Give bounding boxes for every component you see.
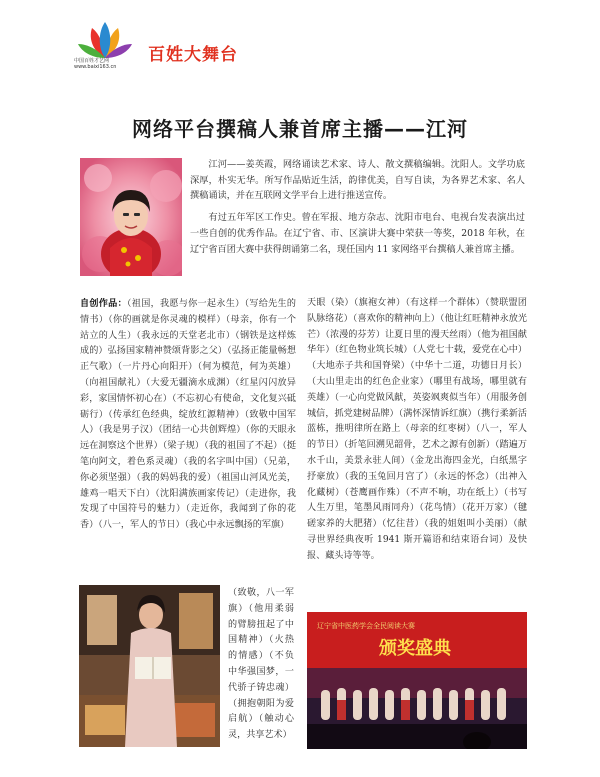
works-column-left (80, 296, 296, 534)
works-label: 自创作品： (80, 298, 127, 309)
logo-caption (74, 58, 144, 70)
works-column-left-narrow (228, 586, 294, 744)
intro-text (190, 157, 525, 263)
brand-title: 百姓大舞台 (148, 45, 238, 65)
works-right-text: 天眼（染）（旗袍女神）（有这样一个群体）（赞联盟团队脉络花）（喜欢你的精神向上）（他让红旺精神永放光芒）（浓漫的芬芳）让夏日里的漫天丝雨）（他为祖国献华年）（红色物业筑长城）（人党七十载，爱党在心中）（大地赤子共和国脊梁）（中华十二道，功德日月长）（大山里走出的红色企业家）（哪里有战场，哪里就有英雄）（一心向党做风献，英姿飒爽似当年）（用服务创城信，抓党建树品牌）（满怀深情诉红旗）（携行柔新活蓝栋，推明律所在路上（母亲的红枣树）（八一，军人的节日）（折笔回溯见韶骨，艺术之源有创新）（踏遍万水千山，美景永驻人间）（金龙出海四金光，白纸黑字抒豪放）（我的玉兔回月宫了）（永远的怀念）（出神入化藏树）（苍鹰画作殊）（不声不响，功在纸上）（书写人生万里，笔墨风雨同舟）（花鸟情）（花开万家）（毽磋家养的大肥猪）（忆往昔）（我的姐姐叫小美丽）（献寻世界经典夜听 1941 斯开篇语和结束语台词）及快报、藏头诗等等。 (307, 298, 527, 561)
intro-paragraph-1: 江河——姜英霞，网络诵读艺术家、诗人、散文撰稿编辑。沈阳人。文学功底深厚，朴实无华。所写作品贴近生活，韵律优美，自写自读，为各界艺术家、名人撰稿诵读，并在互联网文学平台上进行推送宣传。 (190, 159, 525, 202)
works-left-text: （祖国，我愿与你一起永生）（写给先生的情书）（你的画就是你灵魂的模样）（母亲，你有一个站立的人生）（我永远的天堂老北市）（钢铁是这样炼成的）弘扬国家精神赞颂背影之父）（弘扬正能量畅想正气歌）（一片丹心向阳开）（何为模范，何为英雄）（向祖国献礼）（大爱无疆滴水成渊）（红星闪闪放异彩，家国情怀初心在）（不忘初心有使命，文化复兴砥砺行）（传承红色经典，绽放红源精神）（致敬中国军人）（我是男子汉）（团结一心共创辉煌）（你的天眼永远在洞察这个世界）（梁子规）（我的祖国了不起）（挺笔向阿文，着色系灵魂）（我的名字叫中国）（兄弟，你必须坚强）（我的妈妈我的爱）（祖国山河风光美，雄鸡一唱天下白）（沈阳满族画家传记）（走进你，我发现了中国符号的魅力）（走近你，我闻到了你的花香）（八一，军人的节日）（我心中永远飘扬的军旗） (80, 299, 296, 531)
award-ceremony-photo (307, 612, 527, 749)
logo-caption-name: 中国百姓才艺网 (74, 58, 110, 64)
stage-banner-line1: 辽宁省中医药学会全民阅读大赛 (317, 622, 415, 630)
article-title: 网络平台撰稿人兼首席主播——江河 (132, 117, 468, 141)
intro-paragraph-2: 有过五年军区工作史。曾在军报、地方杂志、沈阳市电台、电视台发表演出过一些自创的优秀作品。在辽宁省、市、区演讲大赛中荣获一等奖，2018 年秋，在辽宁省百团大赛中获得朗诵第二名，现任国内 11 家网络平台撰稿人兼首席主播。 (190, 212, 525, 255)
portrait-photo (80, 158, 182, 276)
logo-caption-url: www.baixi163.cn (74, 64, 117, 70)
reading-photo (79, 585, 220, 747)
works-column-right (307, 296, 527, 565)
stage-banner-line2: 颁奖盛典 (379, 638, 451, 659)
magazine-header (0, 0, 600, 86)
works-left-narrow-text: （致敬，八一军旗）（他用柔弱的臂膀扭起了中国精神）（火热的情感）（不负中华强国梦，一代骄子铸忠魂）（拥抱朝阳为爱启航）（触动心灵，共享艺术） (228, 588, 294, 741)
